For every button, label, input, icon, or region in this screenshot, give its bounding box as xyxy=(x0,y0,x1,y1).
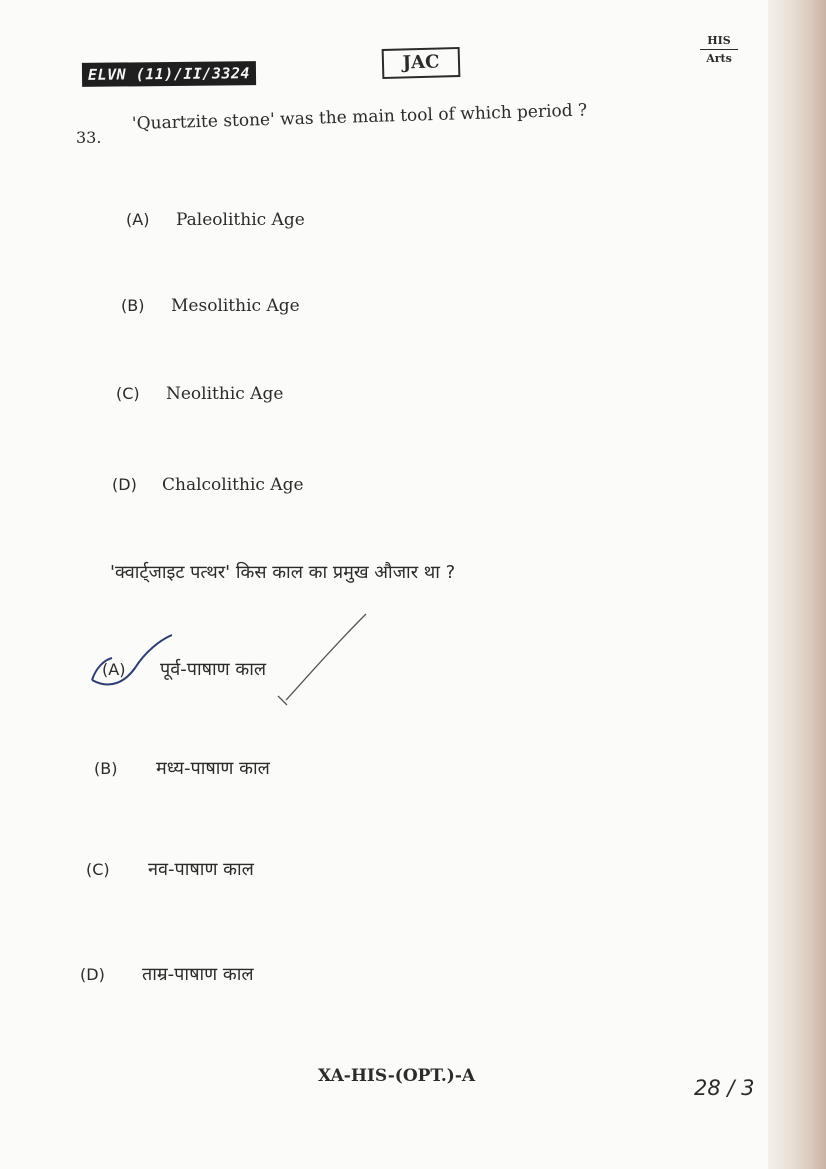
paper-code: XA-HIS-(OPT.)-A xyxy=(318,1066,476,1086)
option-text: मध्य-पाषाण काल xyxy=(156,758,270,779)
handwritten-check-stroke xyxy=(286,614,366,700)
option-label: (A) xyxy=(126,210,150,229)
option-text: ताम्र-पाषाण काल xyxy=(142,964,254,985)
option-text: पूर्व-पाषाण काल xyxy=(160,659,267,680)
option-label: (C) xyxy=(116,384,140,403)
subject-label: HIS xyxy=(707,34,731,47)
option-label: (B) xyxy=(121,296,145,315)
option-label: (B) xyxy=(94,759,118,778)
stream-label: Arts xyxy=(706,52,732,65)
option-text: Chalcolithic Age xyxy=(162,475,304,495)
option-label: (A) xyxy=(102,660,126,679)
question-text-english: 'Quartzite stone' was the main tool of which period ? xyxy=(131,100,588,134)
handwritten-tick-mark xyxy=(92,635,172,684)
exam-code-tag: ELVN (11)/II/3324 xyxy=(82,61,256,87)
handwritten-circle-stroke xyxy=(92,658,112,680)
page-number: 28 / 3 xyxy=(694,1076,755,1100)
question-text-hindi: 'क्वार्ट्जाइट पत्थर' किस काल का प्रमुख औजार था ? xyxy=(110,562,456,583)
option-text: Paleolithic Age xyxy=(176,210,305,230)
option-label: (D) xyxy=(80,965,105,984)
option-text: नव-पाषाण काल xyxy=(148,859,254,880)
handwritten-check-short-stroke xyxy=(278,696,287,705)
option-text: Neolithic Age xyxy=(166,384,284,404)
question-number: 33. xyxy=(76,128,102,147)
option-label: (C) xyxy=(86,860,110,879)
option-text: Mesolithic Age xyxy=(171,296,300,316)
option-label: (D) xyxy=(112,475,137,494)
board-label-box: JAC xyxy=(382,47,461,79)
